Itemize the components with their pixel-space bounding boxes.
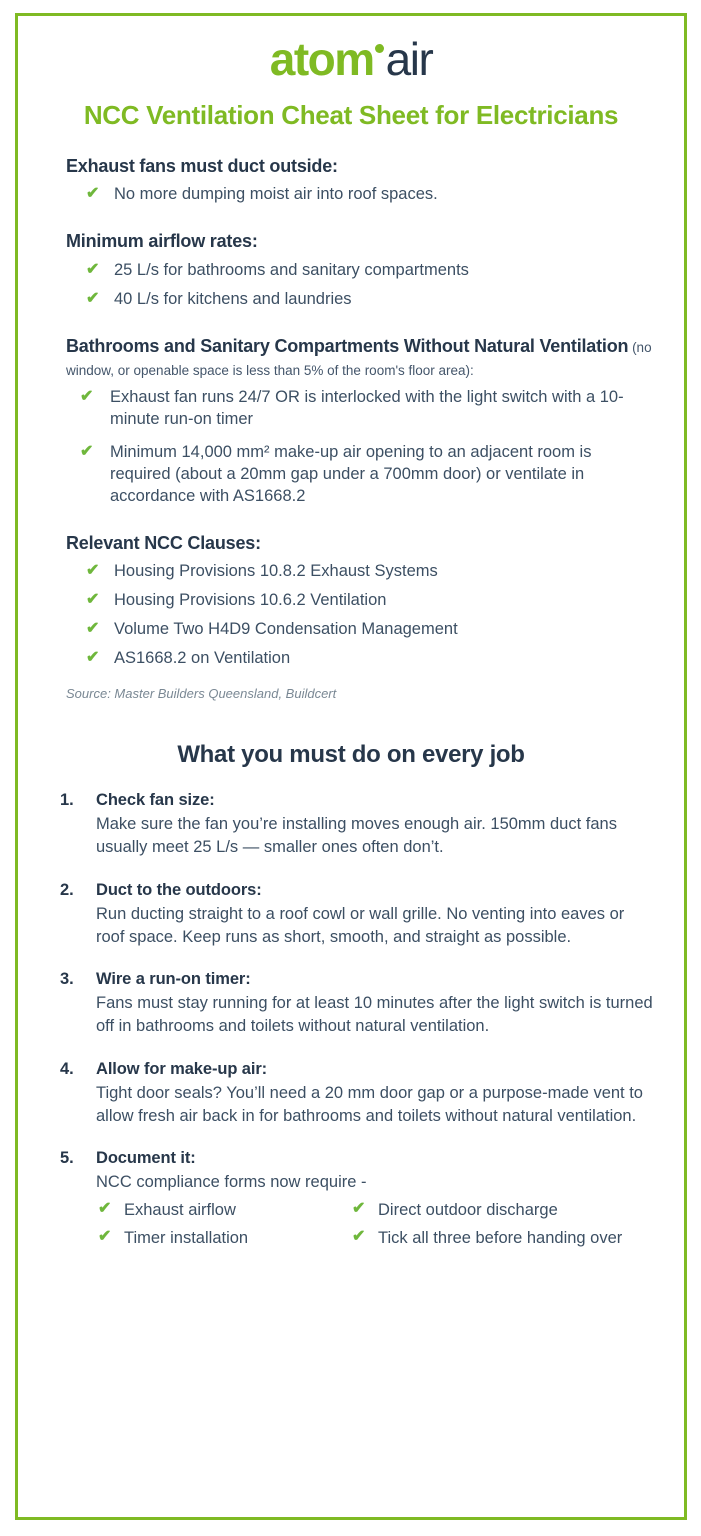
step-title: Wire a run-on timer:: [96, 970, 251, 989]
check-icon: ✔: [86, 185, 100, 203]
section-heading: [66, 335, 654, 382]
step-number: 3.: [60, 970, 74, 989]
checklist: [48, 184, 654, 206]
list-item: [80, 387, 654, 431]
list-item-label: 25 L/s for bathrooms and sanitary compartments: [114, 260, 469, 279]
list-item-label: Volume Two H4D9 Condensation Management: [114, 620, 458, 639]
step-number: 2.: [60, 880, 74, 899]
step-item-2: [48, 881, 654, 949]
checklist-item-label: Direct outdoor discharge: [378, 1201, 558, 1220]
step-body: Tight door seals? You’ll need a 20 mm door gap or a purpose-made vent to allow fresh air back in for bathrooms and toilets without natural ventilation.: [96, 1083, 643, 1125]
list-item-label: 40 L/s for kitchens and laundries: [114, 289, 352, 308]
section-heading-text: Relevant NCC Clauses:: [66, 533, 261, 554]
checklist-item-label: Timer installation: [124, 1228, 249, 1247]
list-item: [86, 619, 654, 641]
check-icon: ✔: [86, 260, 100, 278]
section-heading-note: (no window, or openable space is less than 5% of the room's floor area):: [66, 339, 652, 378]
list-item-label: No more dumping moist air into roof spaces.: [114, 185, 438, 204]
cheat-sheet-page: [15, 13, 687, 1520]
list-item: [80, 442, 654, 508]
step-number: 5.: [60, 1149, 74, 1168]
list-item: [86, 590, 654, 612]
document-checklist: [96, 1200, 654, 1249]
checklist-item: [350, 1200, 654, 1221]
section-relevant-ncc-clauses: [48, 532, 654, 670]
step-body: Make sure the fan you’re installing moves enough air. 150mm duct fans usually meet 25 L/s — smaller ones often don’t.: [96, 815, 617, 856]
section-subtitle: What you must do on every job: [177, 741, 525, 769]
step-body: NCC compliance forms now require -: [96, 1173, 367, 1192]
logo-text-atom: atom: [269, 33, 374, 85]
step-item-3: [48, 970, 654, 1038]
logo-dot-icon: [375, 44, 384, 53]
section-minimum-airflow: [48, 230, 654, 310]
section-heading: [66, 532, 654, 555]
section-bathrooms-no-natural-ventilation: [48, 335, 654, 508]
check-icon: ✔: [98, 1227, 112, 1245]
logo-text-air: air: [385, 33, 433, 85]
step-number: 1.: [60, 791, 74, 810]
checklist: [48, 260, 654, 311]
list-item: [86, 561, 654, 583]
check-icon: ✔: [352, 1227, 366, 1245]
step-title: Duct to the outdoors:: [96, 880, 262, 899]
step-item-4: [48, 1060, 654, 1128]
step-title: Check fan size:: [96, 791, 215, 810]
brand-logo: [48, 16, 654, 86]
step-title: Allow for make-up air:: [96, 1059, 268, 1078]
list-item-label: Exhaust fan runs 24/7 OR is interlocked with the light switch with a 10-minute run-on timer: [110, 388, 624, 429]
step-item-1: [48, 791, 654, 859]
checklist-item: [350, 1228, 654, 1249]
check-icon: ✔: [80, 388, 94, 406]
step-title: Document it:: [96, 1149, 196, 1168]
step-item-5: [48, 1149, 654, 1249]
steps-list: [48, 791, 654, 1249]
section-exhaust-fans: [48, 155, 654, 206]
checklist-item: [96, 1228, 350, 1249]
check-icon: ✔: [98, 1200, 112, 1218]
list-item-label: Housing Provisions 10.8.2 Exhaust Systems: [114, 562, 438, 581]
list-item: [86, 289, 654, 311]
list-item-label: Housing Provisions 10.6.2 Ventilation: [114, 591, 387, 610]
checklist: [48, 387, 654, 508]
list-item: [86, 184, 654, 206]
page-title: NCC Ventilation Cheat Sheet for Electricians: [83, 100, 619, 130]
page-inner: [18, 16, 684, 1249]
list-item-label: Minimum 14,000 mm² make-up air opening to an adjacent room is required (about a 20mm gap under a 700mm door) or ventilate in accordance with AS1668.2: [110, 443, 592, 506]
check-icon: ✔: [80, 443, 94, 461]
step-number: 4.: [60, 1059, 74, 1078]
section-heading-text: Bathrooms and Sanitary Compartments Without Natural Ventilation: [66, 335, 629, 356]
check-icon: ✔: [86, 620, 100, 638]
check-icon: ✔: [86, 289, 100, 307]
checklist-item: [96, 1200, 350, 1221]
check-icon: ✔: [86, 591, 100, 609]
check-icon: ✔: [86, 649, 100, 667]
section-heading: [66, 230, 654, 253]
checklist-item-label: Tick all three before handing over: [378, 1228, 623, 1247]
list-item: [86, 648, 654, 670]
section-heading-text: Minimum airflow rates:: [66, 231, 258, 252]
checklist-item-label: Exhaust airflow: [124, 1201, 236, 1220]
source-note: Source: Master Builders Queensland, Buildcert: [66, 686, 337, 702]
list-item-label: AS1668.2 on Ventilation: [114, 649, 291, 668]
step-body: Run ducting straight to a roof cowl or wall grille. No venting into eaves or roof space. Keep runs as short, smooth, and straight as possible.: [96, 904, 625, 946]
check-icon: ✔: [352, 1200, 366, 1218]
list-item: [86, 260, 654, 282]
checklist: [48, 561, 654, 670]
section-heading: [66, 155, 654, 178]
check-icon: ✔: [86, 562, 100, 580]
section-heading-text: Exhaust fans must duct outside:: [66, 156, 338, 176]
step-body: Fans must stay running for at least 10 minutes after the light switch is turned off in bathrooms and toilets without natural ventilation.: [96, 994, 653, 1036]
